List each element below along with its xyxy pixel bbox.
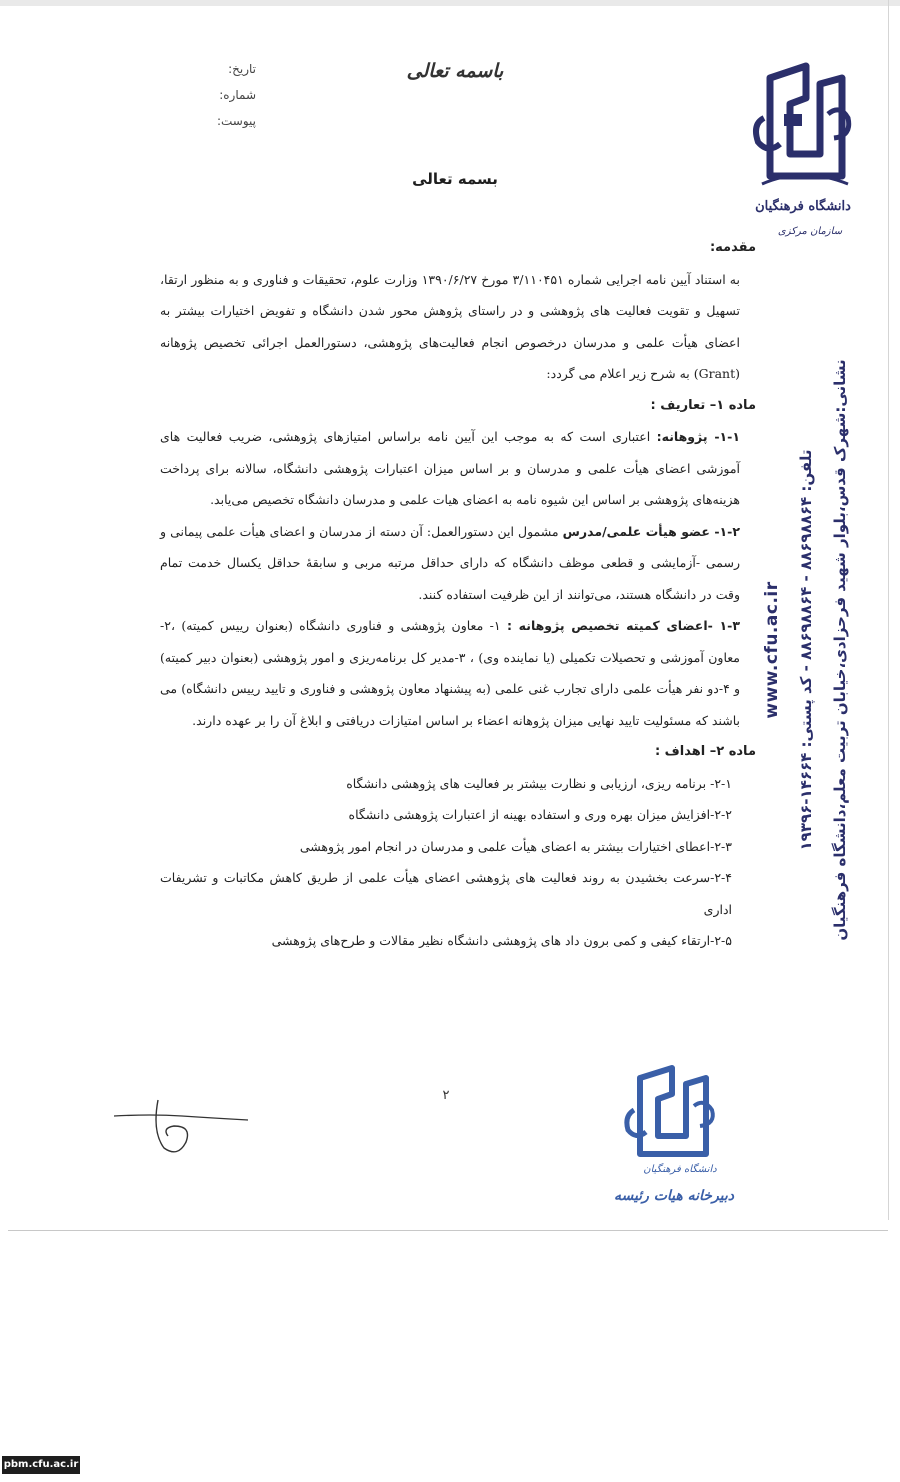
definition-2-title: ۱-۲- عضو هیأت علمی/مدرس [562,523,740,539]
university-logo-icon [748,58,858,248]
document-title: بسمه تعالی [412,170,498,188]
header-calligraphy: باسمه تعالی [406,60,504,82]
article1-heading: ماده ۱– تعاریف : [650,397,756,413]
secretariat-stamp-icon [610,1064,740,1214]
sidebar-phone: تلفن: ۸۸۶۹۸۸۶۴ - ۸۸۶۹۸۸۶۴ - کد پستی: ۱۴۶۶۴-۱۹۳۹۶ [797,449,815,851]
goal-item: ۲-۴-سرعت بخشیدن به روند فعالیت های پژوهشی اعضای هیأت علمی از طریق کاهش مکاتبات و تشریفات اداری [160,870,732,917]
document-body [160,232,756,957]
definition-3-text: ۱- معاون پژوهشی و فناوری دانشگاه (بعنوان رییس کمیته) ،۲- معاون آموزشی و تحصیلات تکمیلی (یا نماینده وی) ، ۳-مدیر کل برنامه‌ریزی و امور پژوهشی (بعنوان دبیر کمیته) و ۴-دو نفر هیأت علمی دارای تجارب غنی علمی (به پیشنهاد معاون پژوهشی و فناوری و تایید رییس دانشگاه) می باشند که مسئولیت تایید نهایی میزان پژوهانه اعضاء بر اساس امتیازات دریافتی و ابلاغ آن را بر عهده دارند. [160,618,740,728]
sidebar-website: www.cfu.ac.ir [762,581,782,719]
number-label: شماره: [219,88,256,102]
letter-meta [196,56,256,134]
goal-item: ۲-۱- برنامه ریزی، ارزیابی و نظارت بیشتر بر فعالیت های پژوهشی دانشگاه [346,775,732,791]
goal-item: ۲-۵-ارتقاء کیفی و کمی برون داد های پژوهشی دانشگاه نظیر مقالات و طرح‌های پژوهشی [271,933,732,948]
definition-1-text: اعتباری است که به موجب این آیین نامه براساس امتیازهای پژوهشی، ضریب فعالیت های آموزشی اعضای هیأت علمی و مدرسان و بر اساس میزان اعتبارات پژوهشی دانشگاه، سالانه برای پرداخت هزینه‌های پژوهشی بر اساس این شیوه نامه به اعضای هیات علمی و مدرسان دانشگاه تخصیص می‌یابد. [160,429,740,507]
logo-sub-text: سازمان مرکزی [777,226,843,237]
definition-1-title: ۱-۱- پژوهانه: [656,429,740,444]
attachment-label: پیوست: [216,114,256,128]
intro-paragraph: به استناد آیین نامه اجرایی شماره ۳/۱۱۰۴۵۱ مورخ ۱۳۹۰/۶/۲۷ وزارت علوم، تحقیقات و فناوری و به منظور ارتقا، تسهیل و تقویت فعالیت های پژوهشی و در راستای پژوهش محور شدن دانشگاه و تفویض اختیارات بیشتر به اعضای هیأت علمی و مدرسان درخصوص انجام فعالیت‌های پژوهشی، دستورالعمل اجرائی تخصیص پژوهانه (Grant) به شرح زیر اعلام می گردد: [160,271,740,381]
intro-heading: مقدمه: [709,240,756,255]
goal-item: ۲-۲-افزایش میزان بهره وری و استفاده بهینه از اعتبارات پژوهشی دانشگاه [348,807,732,822]
page-edge-line [888,0,889,1220]
definition-2-text: مشمول این دستورالعمل: آن دسته از مدرسان و اعضای هیأت علمی پیمانی و رسمی -آزمایشی و قطعی موظف دانشگاه که دارای حداقل مرتبه مربی و سابقهٔ حداقل یکسال خدمت تمام وقت در دانشگاه هستند، می‌توانند از این ظرفیت استفاده کنند. [160,523,740,602]
date-label: تاریخ: [228,62,256,76]
definition-2 [160,516,740,611]
sidebar-address: نشانی:شهرک قدس،بلوار شهید فرحزادی،خیابان تربیت معلم،دانشگاه فرهنگیان [831,359,849,941]
goal-item: ۲-۳-اعطای اختیارات بیشتر به اعضای هیأت علمی و مدرسان در انجام امور پژوهشی [299,838,732,854]
scan-border [0,0,900,6]
signature-icon [112,1092,252,1162]
stamp-sub-text: دبیرخانه هیات رئیسه [613,1188,735,1204]
article2-heading: ماده ۲– اهداف : [654,744,756,759]
stamp-name-text: دانشگاه فرهنگیان [643,1164,717,1175]
definition-3 [160,610,740,736]
definition-3-title: ۱-۳ -اعضای کمیته تخصیص پژوهانه : [506,618,740,633]
footer-url-badge[interactable]: pbm.cfu.ac.ir [2,1456,80,1474]
definition-1 [160,421,740,516]
footer-divider [8,1230,888,1231]
logo-name-text: دانشگاه فرهنگیان [755,199,851,214]
page-number: ۲ [442,1088,450,1103]
contact-sidebar [752,250,858,1050]
